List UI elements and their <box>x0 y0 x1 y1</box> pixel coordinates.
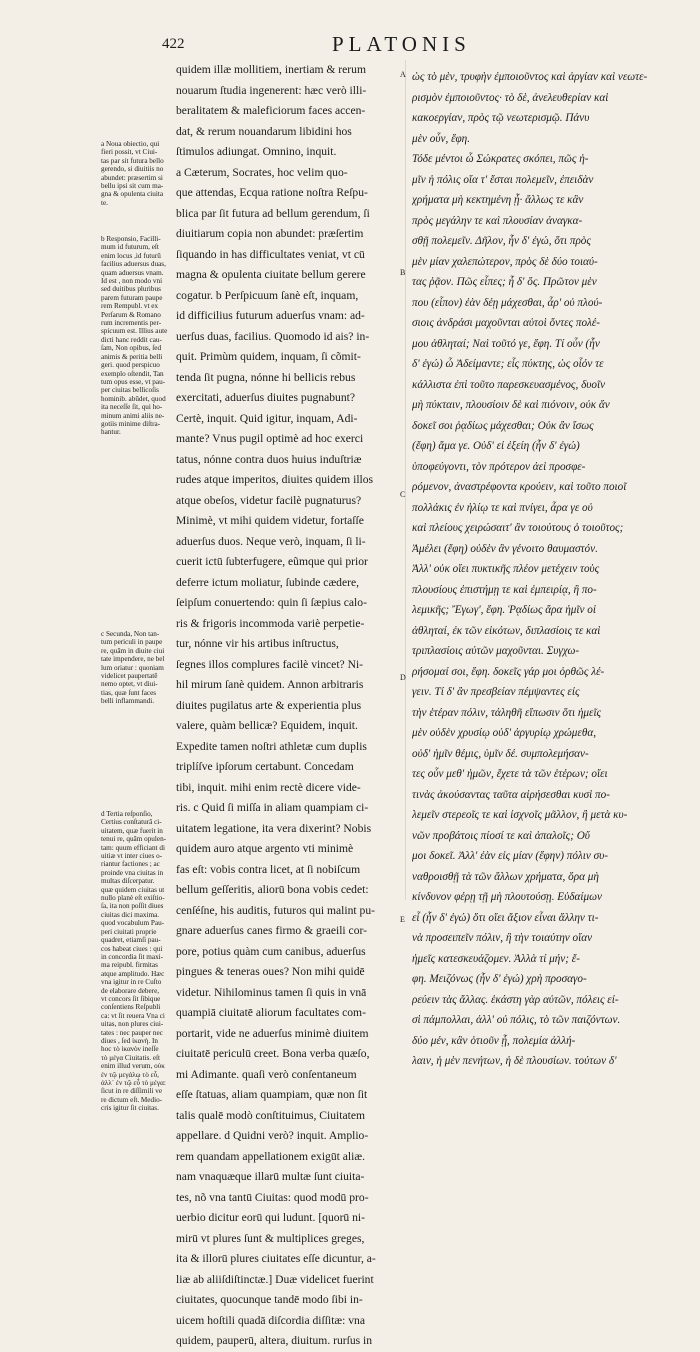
margin-note-line: tum opus esse, vt pau- <box>101 377 166 386</box>
section-mark-d: D <box>400 673 406 682</box>
greek-line: Τόδε μέντοι ὦ Σώκρατες σκόπει, πῶς ἡ- <box>412 153 589 165</box>
latin-line: rem quandam appellationem exigūt aliæ. <box>176 1149 365 1163</box>
greek-column <box>412 67 692 1072</box>
margin-note-line: abundet: præsertim si <box>101 173 163 182</box>
latin-line: tibi, inquit. mihi enim rectè dicere vide- <box>176 780 361 794</box>
greek-line: που (εἶπον) ἐὰν δέῃ μάχεσθαι, ἆρ' οὐ πλού- <box>412 296 603 309</box>
latin-line: beralitatem & maleficiorum faces accen- <box>176 104 366 117</box>
margin-note-line: ca: vt ſit reuera Vna ci <box>101 1011 165 1020</box>
margin-note-line: enim illud verum, οὐκ <box>101 1062 165 1071</box>
margin-note-line: rem Rempubl. vt ex <box>101 302 159 311</box>
latin-line: dat, & rerum nouandarum libidini hos <box>176 124 352 138</box>
greek-line: μῖν ἡ πόλις οἵα τ' ἔσται πολεμεῖν, ἐπειδὰν <box>412 173 594 186</box>
column-divider <box>405 60 406 900</box>
latin-line: que attendas, Ecqua ratione noſtra Reſpu- <box>176 186 368 199</box>
margin-note-line: multas diſcerpatur. <box>101 877 155 886</box>
latin-line: quidem, pauperū, altera, diuitum. rurſus in <box>176 1334 373 1347</box>
latin-line: Certè, inquit. Quid igitur, inquam, Adi- <box>176 411 358 425</box>
latin-line: ris & frigoris incommoda variè perpetie- <box>176 616 365 630</box>
latin-line: diuites pugilatus arte & experientia plus <box>176 698 362 712</box>
margin-note-line: tates : nec pauper nec <box>101 1028 163 1037</box>
greek-line: μου ἀθληταί; Ναὶ τοῦτό γε, ἔφη. Τί οὖν (ἦν <box>412 337 600 350</box>
latin-line: deferre ictum moliatur, ſubinde cædere, <box>176 575 360 589</box>
margin-note-line: exemplo oſtendit, Tan <box>101 369 164 378</box>
margin-note-line: enim locus ,id futurū <box>101 251 161 260</box>
margin-note-line: conſentiens Reſpubli <box>101 1003 161 1012</box>
greek-line: κάλλιστα ἐπὶ τοῦτο παρεσκευασμένος, δυοῖν <box>412 378 606 391</box>
latin-line: aduerſus duos. Neque verò, inquam, ſi li- <box>176 534 366 548</box>
latin-line: talis qualē modò conſtituimus, Ciuitatem <box>176 1108 366 1122</box>
latin-line: cogatur. b Perſpicuum ſanè eſt, inquam, <box>176 288 359 302</box>
latin-line: pingues & teneras oues? Non mihi quidē <box>176 965 365 978</box>
margin-note-line: uitiæ vt inter ciues o- <box>101 852 163 861</box>
latin-line: Expedite tamen noſtri athletæ cum duplis <box>176 739 367 753</box>
latin-line: diuitiarum copia non abundet: præſertim <box>176 227 364 240</box>
latin-line: bellum geſſeritis, aliorū bona vobis cedet: <box>176 883 369 896</box>
latin-line: videtur. Nihilominus tamen ſi quis in vnā <box>176 985 367 999</box>
margin-note-line: gerendo, si diuitiis no <box>101 165 164 174</box>
latin-line: tes, nõ vna tantū Ciuitas: quod modū pro- <box>176 1190 369 1204</box>
latin-column <box>176 60 398 1352</box>
greek-line: ρεύειν τὰς ἄλλας. ἑκάστη γὰρ αὐτῶν, πόλεις εἰ- <box>412 993 619 1006</box>
greek-line: δοκεῖ σοι ῥᾳδίως μάχεσθαι; Οὐκ ἂν ἴσως <box>412 419 594 432</box>
margin-note-c <box>101 630 173 706</box>
greek-line: καὶ πλείους χειρώσαιτ' ἂν τοιούτους ὁ τοιοῦτος; <box>412 522 624 534</box>
latin-line: liæ ab aliiſdiſtinctæ.] Duæ videlicet fuerint <box>176 1272 374 1286</box>
greek-line: εἶ (ἦν δ' ἐγώ) ὅτι οἴει ἄξιον εἶναι ἄλλην τι- <box>412 911 599 924</box>
margin-note-b <box>101 235 173 437</box>
margin-note-line: a Noua obiectio, qui <box>101 140 160 148</box>
latin-line: uitatem legatione, ita vera dixerint? Nobis <box>176 821 372 835</box>
margin-note-line: quadret, etiamſi pau- <box>101 936 161 945</box>
margin-note-line: ita neceſſe ſit, qui ho- <box>101 403 163 412</box>
margin-note-d <box>101 810 173 1113</box>
greek-line: λεμεῖν στερεοῖς τε καὶ ἰσχνοῖς μᾶλλον, ἢ μετὰ κυ- <box>412 809 628 821</box>
margin-note-line: ſam, Non opibus, ſed <box>101 344 162 353</box>
margin-note-line: nemo optet, vt diui- <box>101 680 158 689</box>
margin-note-line: tum periculi in paupe <box>101 638 163 647</box>
greek-line: τριπλασίοις αὐτῶν μαχοῦνται. Συγχω- <box>412 645 580 657</box>
margin-note-line: atque amplitudo. Hæc <box>101 969 165 978</box>
margin-note-line: re dictum eſt. Medio- <box>101 1095 163 1104</box>
margin-note-line: bellu ipsi sit cum ma- <box>101 182 164 191</box>
latin-line: quampiā ciuitatē aliorum facultates com- <box>176 1006 366 1019</box>
greek-line: χρήματα μὴ κεκτημένη ᾖ· ἄλλως τε κἂν <box>412 194 584 206</box>
latin-line: nam vnaquæque illarū multæ ſunt ciuita- <box>176 1170 365 1183</box>
margin-note-line: parem futuram paupe <box>101 293 163 302</box>
margin-note-line: mum id futurum, eſt <box>101 243 159 252</box>
greek-line: μὴ πύκταιν, πλουσίοιν δὲ καὶ πιόνοιν, οὐκ ἄν <box>412 399 610 411</box>
section-mark-b: B <box>400 268 406 277</box>
margin-note-line: tias, quæ ſunt faces <box>101 688 157 697</box>
greek-line: μοι δοκεῖ. Ἀλλ' ἐὰν εἰς μίαν (ἔφην) πόλιν συ- <box>412 850 609 862</box>
margin-note-line: de elaborare debere, <box>101 986 160 995</box>
margin-note-line: vt concors ſit ſibique <box>101 994 161 1003</box>
margin-note-line: riantur factiones ; ac <box>101 860 160 869</box>
margin-note-line: Certius conſtaturā ci- <box>101 818 162 827</box>
latin-line: a Cæterum, Socrates, hoc velim quo- <box>176 165 348 179</box>
greek-line: μὲν οὐδὲν χρυσίῳ οὐδ' ἀργυρίῳ χρώμεθα, <box>412 727 596 739</box>
latin-line: appellare. d Quidni verò? inquit. Amplio- <box>176 1129 369 1142</box>
latin-line: tatus, nónne contra duos huius induſtriæ <box>176 452 362 466</box>
margin-note-line: tenui re, quām opulen- <box>101 835 167 844</box>
greek-line: σιοις ἀνδράσι μαχοῦνται αὐτοὶ ὄντες πολέ- <box>412 317 601 329</box>
latin-line: quit. Primùm quidem, inquam, ſi cõmit- <box>176 350 361 363</box>
latin-line: pore, potius quàm cum canibus, aduerſus <box>176 944 366 958</box>
margin-note-line: ἀλλ᾽ ἐν τῷ εὖ τὸ μέγα: <box>101 1079 166 1087</box>
latin-line: uicem hoſtili quadā diſcordia diſſitæ: vna <box>176 1313 366 1327</box>
latin-line: rudes atque imperitos, diuites quidem illos <box>176 473 374 486</box>
latin-line: exercitati, aduerſus diuites pugnabunt? <box>176 391 356 404</box>
greek-line: ἀθληταί, ἐκ τῶν εἰκότων, διπλασίοις τε καὶ <box>412 624 601 637</box>
greek-line: λαιν, ἡ μὲν πενήτων, ἡ δὲ πλουσίων. τούτων δ' <box>412 1055 617 1067</box>
margin-note-line: b Responsio, Facilli- <box>101 235 161 243</box>
margin-note-line: uitatem, quæ fuerit in <box>101 826 163 835</box>
margin-note-line: quod vocabulum Pau- <box>101 919 165 928</box>
margin-note-line: videlicet paupertatē <box>101 672 158 681</box>
margin-note-line: rum incrementis per- <box>101 319 162 328</box>
latin-line: mirū vt plures ſunt & multiplices greges, <box>176 1231 365 1245</box>
margin-note-line: ciuitas dici maxima. <box>101 910 160 919</box>
margin-note-line: facilius aduersus duas, <box>101 260 166 269</box>
margin-note-line: ſa, ita non poſſit diues <box>101 902 164 911</box>
greek-line: κακοεργίαν, πρὸς τῷ νεωτερισμῷ. Πάνυ <box>412 112 590 124</box>
margin-note-line: c Secunda, Non tan- <box>101 630 160 638</box>
latin-line: id difficilius futurum aduerſus vnam: ad- <box>176 309 365 322</box>
margin-note-line: cos habeat ciues : qui <box>101 944 163 953</box>
latin-line: ſegnes illos complures facilè vincet? Ni- <box>176 657 364 671</box>
greek-line: μὲν μίαν χαλεπώτερον, πρὸς δὲ δύο τοιαύ- <box>412 255 598 268</box>
latin-line: mi Adimante. quaſi verò conſentaneum <box>176 1067 357 1081</box>
margin-note-line: hominib. abūdet, quod <box>101 394 166 403</box>
greek-line: μὲν οὖν, ἔφη. <box>412 132 471 145</box>
margin-note-line: ma reipubl. firmitas <box>101 961 158 970</box>
margin-note-line: minum animi aliis ne- <box>101 411 165 420</box>
margin-note-line: tate impendere, ne bel <box>101 655 165 664</box>
greek-line: γειν. Τί δ' ἂν πρεσβείαν πέμψαντες εἰς <box>412 686 580 698</box>
greek-line: φη. Μειζόνως (ἦν δ' ἐγώ) χρὴ προσαγο- <box>412 973 587 985</box>
greek-line: δ' ἐγώ) ὦ Ἀδείμαντε; εἷς πύκτης, ὡς οἷόν τε <box>412 358 604 370</box>
latin-line: ita & illorū plures ciuitates eſſe dicuntur, a- <box>176 1252 376 1265</box>
latin-line: quidem auro atque argento vti minimè <box>176 842 354 855</box>
latin-line: ſtimulos adiungat. Omnino, inquit. <box>176 145 337 158</box>
section-mark-a: A <box>400 70 406 79</box>
margin-note-line: quam aduersus vnam. <box>101 268 164 277</box>
latin-line: uerſus duas, facilius. Quomodo id ais? in- <box>176 329 370 343</box>
margin-note-line: dicti hanc reddit cau- <box>101 335 162 344</box>
margin-note-line: fieri possit, vt Ciui- <box>101 148 158 157</box>
margin-note-line: ſicut in re diſſimili ve <box>101 1087 163 1096</box>
latin-line: ciuitatē periculū creet. Bona verba quæſo, <box>176 1047 370 1060</box>
margin-note-line: uitas, non plures ciui- <box>101 1020 164 1029</box>
margin-note-line: per ciuitas bellicoſis <box>101 386 159 395</box>
greek-line: τὴν ἑτέραν πόλιν, τἀληθῆ εἴπωσιν ὅτι ἡμεῖς <box>412 706 602 719</box>
greek-line: τινὰς ἀκούσαντας ταῦτα αἱρήσεσθαι κυσὶ πο- <box>412 788 610 801</box>
latin-line: ris. c Quid ſi miſſa in aliam quampiam ci- <box>176 801 369 814</box>
latin-line: ſiquando in has difficultates veniat, vt cū <box>176 247 365 261</box>
margin-note-line: tas par sit futura bello <box>101 156 164 165</box>
page-number: 422 <box>162 36 185 52</box>
greek-line: ἡμεῖς κατεσκευάζομεν. Ἀλλὰ τί μήν; ἔ- <box>412 952 580 965</box>
greek-line: ρισμὸν ἐμποιοῦντος· τὸ δὲ, ἀνελευθερίαν καὶ <box>412 91 609 104</box>
margin-note-line: te. <box>101 198 108 207</box>
latin-line: gnare aduerſus canes firmo & graeili cor- <box>176 924 367 937</box>
greek-line: νὰ προσειπεῖν πόλιν, ἢ τὴν τοιαύτην οἵαν <box>412 932 593 944</box>
greek-line: ρόμενον, ἀναστρέφοντα κρούειν, καὶ τοῦτο ποιοῖ <box>412 481 627 493</box>
greek-line: δύο μέν, κἂν ὁτιοῦν ᾖ, πολεμία ἀλλή- <box>412 1034 576 1047</box>
margin-note-line: vna igitur in re Cuſto <box>101 978 162 987</box>
greek-line: ρήσομαί σοι, ἔφη. δοκεῖς γάρ μοι ὀρθῶς λέ- <box>412 665 605 678</box>
latin-line: atque obeſos, videtur facilè pugnaturus? <box>176 493 362 507</box>
greek-line: (ἔφη) ἅμα γε. Οὐδ' εἰ ἐξείη (ἦν δ' ἐγώ) <box>412 440 580 452</box>
margin-note-line: re, quām in diuite ciui <box>101 646 165 655</box>
latin-line: valere, quàm bellicæ? Equidem, inquit. <box>176 719 358 732</box>
margin-note-line: geri. quod perspicuo <box>101 361 160 370</box>
latin-line: magna & opulenta ciuitate bellum gerere <box>176 268 366 281</box>
latin-line: cuerit ictū ſubterfugere, eũmque qui prior <box>176 555 368 568</box>
margin-note-line: ἐν τῷ μεγάλῳ τὸ εὖ, <box>101 1070 159 1079</box>
margin-note-line: nullo planè eſt exiſtio- <box>101 894 165 903</box>
margin-note-line: Perſarum & Romano <box>101 310 161 319</box>
latin-line: portarit, vide ne aduerſus minimè diuitem <box>176 1026 369 1040</box>
greek-line: σὶ πάμπολλαι, ἀλλ' οὐ πόλις, τὸ τῶν παιζόντων. <box>412 1014 621 1026</box>
latin-line: Minimè, vt mihi quidem videtur, fortaſſe <box>176 514 364 527</box>
margin-note-line: animis & peritia belli <box>101 352 163 361</box>
margin-note-line: spicuum est. Illius aute <box>101 327 168 336</box>
latin-line: fas eſt: vobis contra licet, at ſi nobiſcum <box>176 862 361 876</box>
page-title: PLATONIS <box>332 32 471 56</box>
greek-line: τες οὖν μεθ' ἡμῶν, ἔχετε τὰ τῶν ἑτέρων; οἴει <box>412 768 608 780</box>
latin-line: nouarum ſtudia ingenerent: hæc verò illi- <box>176 83 367 97</box>
margin-note-line: quæ quidem ciuitas ut <box>101 885 165 894</box>
greek-line: τας ῥᾷον. Πῶς εἶπες; ἦ δ' ὅς. Πρῶτον μὲν <box>412 276 597 288</box>
section-mark-c: C <box>400 490 406 499</box>
margin-note-line: sed duitibus pluribus <box>101 285 161 294</box>
margin-note-a <box>101 140 173 207</box>
margin-note-line: lum oriatur : quoniam <box>101 663 164 672</box>
latin-line: tenda ſit pugna, nónne hi bellicis rebus <box>176 370 356 384</box>
greek-line: πολλάκις ἐν ἡλίῳ τε καὶ πνίγει, ἆρα γε οὐ <box>412 501 593 514</box>
latin-line: ciuitates, quocunque tandē modo ſibi in- <box>176 1293 363 1306</box>
latin-line: uerbio dicitur eorū qui ludunt. [quorū ni- <box>176 1211 366 1224</box>
greek-line: πλουσίους ἐπιστήμῃ τε καὶ ἐμπειρίᾳ, ἢ πο- <box>412 583 597 596</box>
latin-line: eſſe ſtatuas, aliam quampiam, quæ non ſit <box>176 1088 368 1101</box>
margin-note-line: proinde vna ciuitas in <box>101 868 164 877</box>
margin-note-line: in concordia ſit maxi- <box>101 952 164 961</box>
margin-note-line: d Tertia reſponſio, <box>101 810 153 818</box>
margin-note-line: hoc τὸ ἱκανὸν ineſſe <box>101 1045 159 1054</box>
margin-note-line: hantur. <box>101 428 121 437</box>
greek-line: οὐδ' ἡμῖν θέμις, ὑμῖν δέ. συμπολεμήσαν- <box>412 747 589 760</box>
margin-note-line: τὸ μέγα Ciuitatis. eſt <box>101 1053 161 1062</box>
greek-line: σθῇ πολεμεῖν. Δῆλον, ἦν δ' ἐγώ, ὅτι πρὸς <box>412 235 591 247</box>
margin-note-line: cris igitur ſit ciuitas. <box>101 1104 159 1113</box>
greek-line: νῶν προβάτοις πίοσί τε καὶ ἁπαλοῖς; Οὔ <box>412 829 590 842</box>
latin-line: ſeipſum conuertendo: quin ſi ſæpius calo- <box>176 596 367 609</box>
margin-note-line: diues , ſed ἱκανὴ. In <box>101 1036 158 1045</box>
greek-line: κίνδυνον φέρῃ τῇ μὴ πλουτούσῃ. Εὐδαίμων <box>412 891 602 903</box>
greek-line: λεμικῆς; Ἔγωγ', ἔφη. Ῥᾳδίως ἄρα ἡμῖν οἱ <box>412 604 596 616</box>
greek-line: ναθροισθῇ τὰ τῶν ἄλλων χρήματα, ὅρα μὴ <box>412 870 599 883</box>
greek-line: πρὸς μεγάλην τε καὶ πλουσίαν ἀναγκα- <box>412 214 583 227</box>
greek-line: Ἀλλ' οὐκ οἴει πυκτικῆς πλέον μετέχειν τοὺς <box>412 563 600 575</box>
margin-note-line: gna & opulenta ciuita <box>101 190 164 199</box>
margin-note-line: belli inflammandi. <box>101 697 155 706</box>
section-mark-e: E <box>400 915 405 924</box>
margin-note-line: tam: quum efficiant di <box>101 843 165 852</box>
greek-line: ὑποφεύγοντι, τὸν πρότερον ἀεὶ προσφε- <box>412 460 586 473</box>
latin-line: cenſéſne, his auditis, futuros qui malint pu- <box>176 903 375 917</box>
latin-line: triplíſve ipſorum certabunt. Concedam <box>176 760 354 773</box>
latin-line: blica par ſit futura ad bellum gerendum, ſi <box>176 206 370 220</box>
running-header <box>162 32 692 62</box>
greek-line: Ἀμέλει (ἔφη) οὐδὲν ἂν γένοιτο θαυμαστόν. <box>412 542 598 555</box>
latin-line: tur, nónne vir his artibus inſtructus, <box>176 637 339 650</box>
latin-line: mante? Vnus pugil optimè ad hoc exerci <box>176 432 364 445</box>
margin-note-line: peri ciuitati proprie <box>101 927 157 936</box>
margin-note-line: Id est , non modo vni <box>101 277 163 286</box>
margin-note-line: gotiis minime diſtra- <box>101 419 161 428</box>
latin-line: quidem illæ mollitiem, inertiam & rerum <box>176 63 366 76</box>
greek-line: ὡς τὸ μὲν, τρυφὴν ἐμποιοῦντος καὶ ἀργίαν καὶ νεωτε- <box>412 71 648 83</box>
latin-line: hil mirum ſanè quidem. Annon arbitraris <box>176 678 364 691</box>
